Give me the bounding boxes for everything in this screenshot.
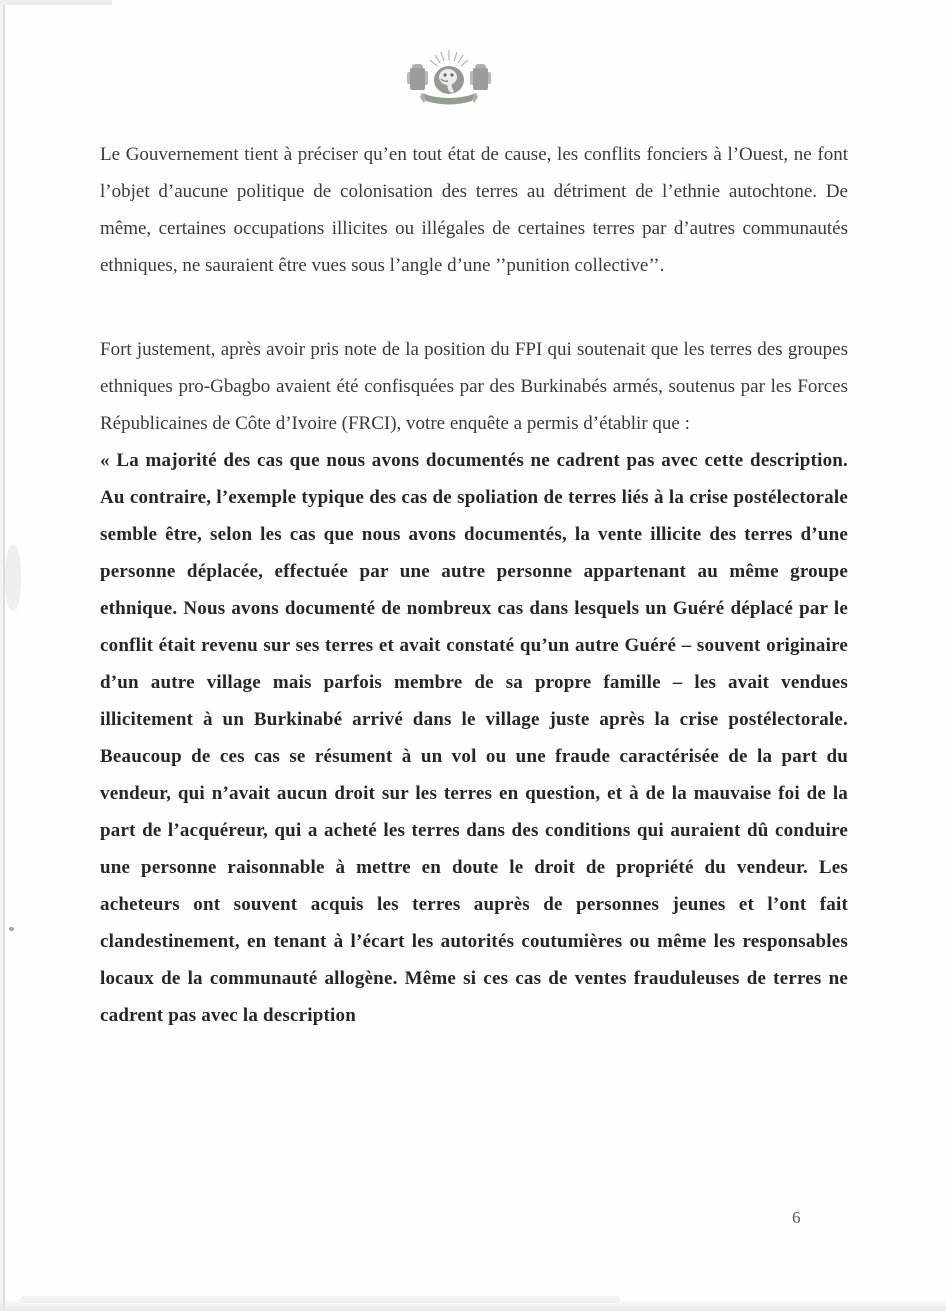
scan-artifact-top bbox=[0, 0, 112, 5]
paragraph-fort-justement: Fort justement, après avoir pris note de la position du FPI qui soutenait que les terres des groupes ethniques pro-Gbagbo avaient été confisquées par des Burkinabés armés, soutenus par les Forces Républicaines de Côte d’Ivoire (FRCI), votre enquête a permis d’établir que : bbox=[100, 339, 848, 434]
paragraph-quote-majorite: « La majorité des cas que nous avons documentés ne cadrent pas avec cette description. Au contraire, l’exemple typique des cas de spoliation de terres liés à la crise postélectorale semble être, selon les cas que nous avons documentés, la vente illicite des terres d’une personne déplacée, effectuée par une autre personne appartenant au même groupe ethnique. Nous avons documenté de nombreux cas dans lesquels un Guéré déplacé par le conflit était revenu sur ses terres et avait constaté qu’un autre Guéré – souvent originaire d’un autre village mais parfois membre de sa propre famille – les avait vendues illicitement à un Burkinabé arrivé dans le village juste après la crise postélectorale. Beaucoup de ces cas se résument à un vol ou une fraude caractérisée de la part du vendeur, qui n’avait aucun droit sur les terres en question, et à de la mauvaise foi de la part de l’acquéreur, qui a acheté les terres dans des conditions qui auraient dû conduire une personne raisonnable à mettre en doute le droit de propriété du vendeur. Les acheteurs ont souvent acquis les terres auprès de personnes jeunes et l’ont fait clandestinement, en tenant à l’écart les autorités coutumières ou même les responsables locaux de la communauté allogène. Même si ces cas de ventes frauduleuses de terres ne cadrent pas avec la description bbox=[100, 450, 848, 1026]
scan-smudge bbox=[5, 545, 21, 611]
document-body bbox=[100, 136, 848, 1034]
page-number: 6 bbox=[792, 1208, 801, 1227]
paragraph-gouvernement: Le Gouvernement tient à préciser qu’en tout état de cause, les conflits fonciers à l’Ouest, ne font l’objet d’aucune politique de colonisation des terres au détriment de l’ethnie autochtone. De même, certaines occupations illicites ou illégales de certaines terres par d’autres communautés ethniques, ne sauraient être vues sous l’angle d’une ’’punition collective’’. bbox=[100, 144, 848, 276]
coat-of-arms-icon bbox=[404, 48, 494, 114]
scan-speck bbox=[9, 927, 14, 931]
scan-bottom-shadow bbox=[0, 1299, 946, 1311]
scan-edge-line bbox=[3, 0, 5, 1311]
